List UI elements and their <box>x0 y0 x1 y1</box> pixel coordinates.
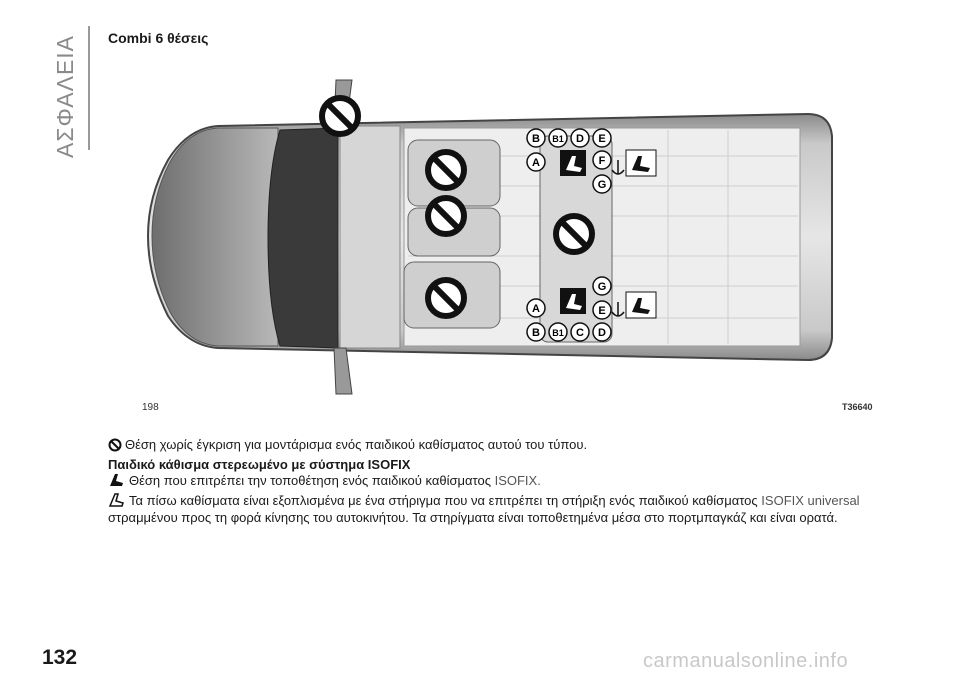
watermark: carmanualsonline.info <box>643 650 849 672</box>
mirror-right <box>334 348 352 394</box>
windshield <box>268 128 338 348</box>
legend-no-child-seat <box>108 436 878 453</box>
svg-text:B: B <box>532 133 540 145</box>
isofix-seat-icon <box>108 472 126 488</box>
cab-area <box>340 126 400 348</box>
svg-text:D: D <box>576 133 584 145</box>
svg-text:D: D <box>598 327 606 339</box>
legend-rear-term-1: ISOFIX <box>761 493 804 508</box>
legend-no-child-seat-text: Θέση χωρίς έγκριση για μοντάρισμα ενός παιδικού καθίσματος αυτού του τύπου. <box>125 437 588 452</box>
legend-rear-term-2: universal <box>807 493 860 508</box>
svg-text:E: E <box>598 133 606 145</box>
isofix-heading: Παιδικό κάθισμα στερεωμένο με σύστημα ISOFIX <box>108 457 411 472</box>
legend-rear-text-2: στραμμένου προς τη φορά κίνησης του αυτοκινήτου. Τα στηρίγματα είναι τοποθετημένα μέσα στο πορτμπαγκάζ και <box>108 510 767 525</box>
legend-isofix-position-term: ISOFIX. <box>494 473 541 488</box>
svg-text:A: A <box>532 303 540 315</box>
van-seating-diagram <box>108 56 880 416</box>
no-entry-icon <box>108 438 122 452</box>
svg-text:G: G <box>597 179 607 191</box>
side-divider <box>88 26 90 150</box>
legend-isofix-position <box>108 472 878 489</box>
legend-rear-seats <box>108 492 878 526</box>
svg-text:B1: B1 <box>552 134 564 144</box>
isofix-seat-icon <box>108 492 126 508</box>
svg-text:G: G <box>597 281 607 293</box>
figure-code: T36640 <box>842 402 873 412</box>
svg-text:E: E <box>598 305 606 317</box>
section-side-title: ΑΣΦΑΛΕΙΑ <box>52 34 78 158</box>
svg-text:A: A <box>532 157 540 169</box>
svg-text:C: C <box>576 327 584 339</box>
legend-rear-text-1: Τα πίσω καθίσματα είναι εξοπλισμένα με ένα στήριγμα που να επιτρέπει τη στήριξη ενός παιδικού καθίσματος <box>129 493 758 508</box>
legend-rear-text-3: είναι ορατά. <box>770 510 838 525</box>
svg-text:B1: B1 <box>552 328 564 338</box>
svg-text:B: B <box>532 327 540 339</box>
figure-number: 198 <box>142 402 159 413</box>
van-hood <box>152 128 278 346</box>
svg-text:F: F <box>598 155 606 167</box>
page-heading: Combi 6 θέσεις <box>108 30 209 46</box>
legend-isofix-position-text: Θέση που επιτρέπει την τοποθέτηση ενός παιδικού καθίσματος <box>129 473 491 488</box>
page-number: 132 <box>42 646 78 669</box>
